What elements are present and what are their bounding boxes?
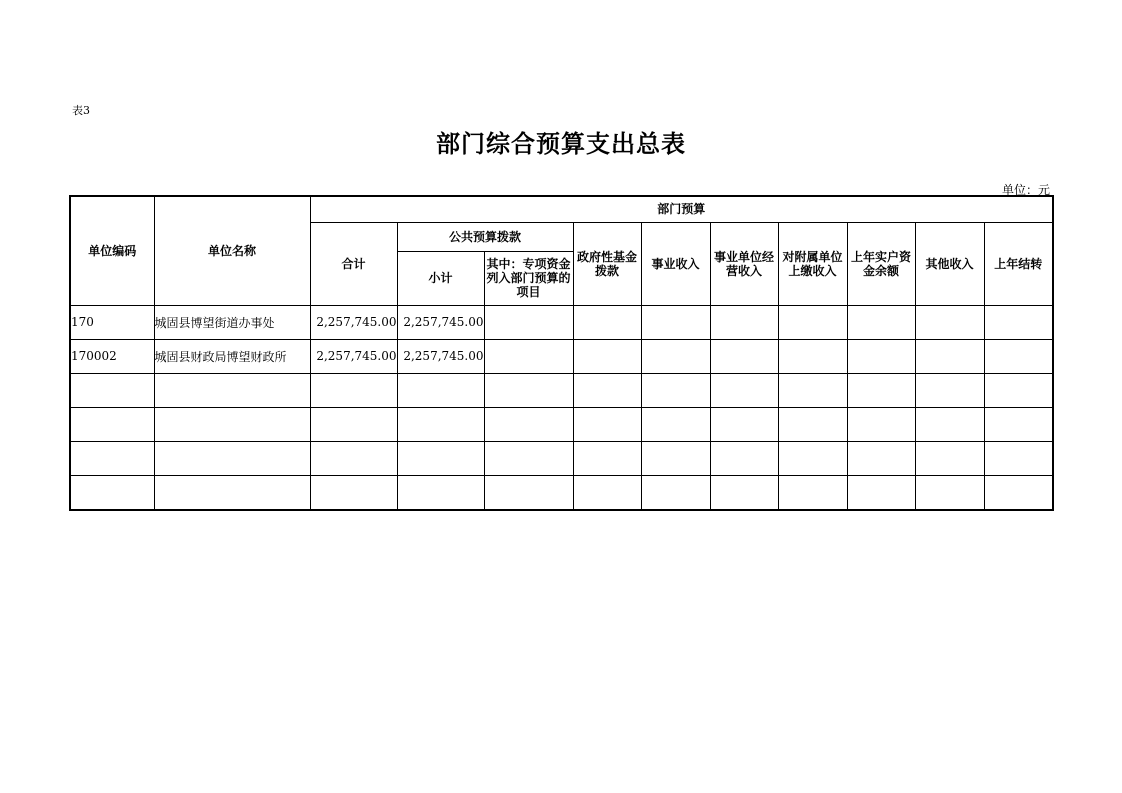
cell-name bbox=[154, 407, 310, 441]
header-subtotal: 小计 bbox=[397, 251, 484, 305]
header-other-income: 其他收入 bbox=[915, 222, 984, 305]
cell-special bbox=[484, 407, 573, 441]
cell-total bbox=[310, 441, 397, 475]
cell-total bbox=[310, 475, 397, 510]
cell-affiliate bbox=[778, 407, 847, 441]
cell-special bbox=[484, 475, 573, 510]
cell-carry bbox=[984, 441, 1053, 475]
cell-name bbox=[154, 441, 310, 475]
cell-gov-fund bbox=[573, 407, 641, 441]
cell-other bbox=[915, 441, 984, 475]
cell-business-operating bbox=[710, 305, 778, 339]
table-row bbox=[70, 339, 1053, 373]
cell-subtotal: 2,257,745.00 bbox=[397, 339, 484, 373]
cell-code bbox=[70, 407, 154, 441]
cell-business-operating bbox=[710, 339, 778, 373]
table-row bbox=[70, 407, 1053, 441]
cell-special bbox=[484, 441, 573, 475]
cell-name: 城固县博望街道办事处 bbox=[154, 305, 310, 339]
cell-balance bbox=[847, 407, 915, 441]
cell-special bbox=[484, 339, 573, 373]
cell-carry bbox=[984, 373, 1053, 407]
budget-table bbox=[69, 195, 1054, 511]
cell-total: 2,257,745.00 bbox=[310, 305, 397, 339]
cell-business-income bbox=[641, 441, 710, 475]
header-affiliate-income: 对附属单位上缴收入 bbox=[778, 222, 847, 305]
table-row bbox=[70, 441, 1053, 475]
cell-gov-fund bbox=[573, 475, 641, 510]
header-business-income: 事业收入 bbox=[641, 222, 710, 305]
cell-subtotal bbox=[397, 373, 484, 407]
cell-other bbox=[915, 475, 984, 510]
unit-label: 单位：元 bbox=[1001, 183, 1050, 197]
cell-carry bbox=[984, 407, 1053, 441]
cell-gov-fund bbox=[573, 305, 641, 339]
header-unit-name: 单位名称 bbox=[154, 196, 310, 305]
cell-subtotal: 2,257,745.00 bbox=[397, 305, 484, 339]
header-unit-code: 单位编码 bbox=[70, 196, 154, 305]
table-row bbox=[70, 475, 1053, 510]
header-total: 合计 bbox=[310, 222, 397, 305]
table-number: 表3 bbox=[72, 104, 90, 117]
cell-name bbox=[154, 475, 310, 510]
cell-other bbox=[915, 305, 984, 339]
header-special-funds: 其中：专项资金列入部门预算的项目 bbox=[484, 251, 573, 305]
cell-name: 城固县财政局博望财政所 bbox=[154, 339, 310, 373]
header-public-budget: 公共预算拨款 bbox=[397, 222, 573, 251]
cell-balance bbox=[847, 305, 915, 339]
cell-code bbox=[70, 441, 154, 475]
cell-balance bbox=[847, 373, 915, 407]
cell-balance bbox=[847, 475, 915, 510]
cell-carry bbox=[984, 305, 1053, 339]
cell-affiliate bbox=[778, 373, 847, 407]
cell-business-income bbox=[641, 339, 710, 373]
cell-carry bbox=[984, 339, 1053, 373]
cell-total bbox=[310, 407, 397, 441]
cell-balance bbox=[847, 441, 915, 475]
cell-affiliate bbox=[778, 441, 847, 475]
cell-carry bbox=[984, 475, 1053, 510]
cell-subtotal bbox=[397, 475, 484, 510]
cell-code: 170 bbox=[70, 305, 154, 339]
cell-total: 2,257,745.00 bbox=[310, 339, 397, 373]
cell-code bbox=[70, 475, 154, 510]
cell-special bbox=[484, 373, 573, 407]
table-row bbox=[70, 305, 1053, 339]
cell-special bbox=[484, 305, 573, 339]
header-last-year-balance: 上年实户资金余额 bbox=[847, 222, 915, 305]
cell-code: 170002 bbox=[70, 339, 154, 373]
table-row bbox=[70, 373, 1053, 407]
cell-business-income bbox=[641, 305, 710, 339]
cell-other bbox=[915, 407, 984, 441]
cell-affiliate bbox=[778, 305, 847, 339]
cell-business-income bbox=[641, 407, 710, 441]
cell-subtotal bbox=[397, 407, 484, 441]
cell-other bbox=[915, 339, 984, 373]
header-business-operating: 事业单位经营收入 bbox=[710, 222, 778, 305]
cell-subtotal bbox=[397, 441, 484, 475]
cell-business-operating bbox=[710, 407, 778, 441]
cell-gov-fund bbox=[573, 441, 641, 475]
cell-business-income bbox=[641, 475, 710, 510]
cell-affiliate bbox=[778, 339, 847, 373]
cell-affiliate bbox=[778, 475, 847, 510]
header-last-year-carry: 上年结转 bbox=[984, 222, 1053, 305]
header-gov-fund: 政府性基金拨款 bbox=[573, 222, 641, 305]
cell-business-income bbox=[641, 373, 710, 407]
cell-code bbox=[70, 373, 154, 407]
cell-balance bbox=[847, 339, 915, 373]
header-dept-budget: 部门预算 bbox=[310, 196, 1053, 222]
cell-name bbox=[154, 373, 310, 407]
cell-business-operating bbox=[710, 373, 778, 407]
cell-gov-fund bbox=[573, 339, 641, 373]
cell-gov-fund bbox=[573, 373, 641, 407]
cell-other bbox=[915, 373, 984, 407]
cell-business-operating bbox=[710, 475, 778, 510]
cell-business-operating bbox=[710, 441, 778, 475]
page-title: 部门综合预算支出总表 bbox=[436, 130, 686, 158]
cell-total bbox=[310, 373, 397, 407]
